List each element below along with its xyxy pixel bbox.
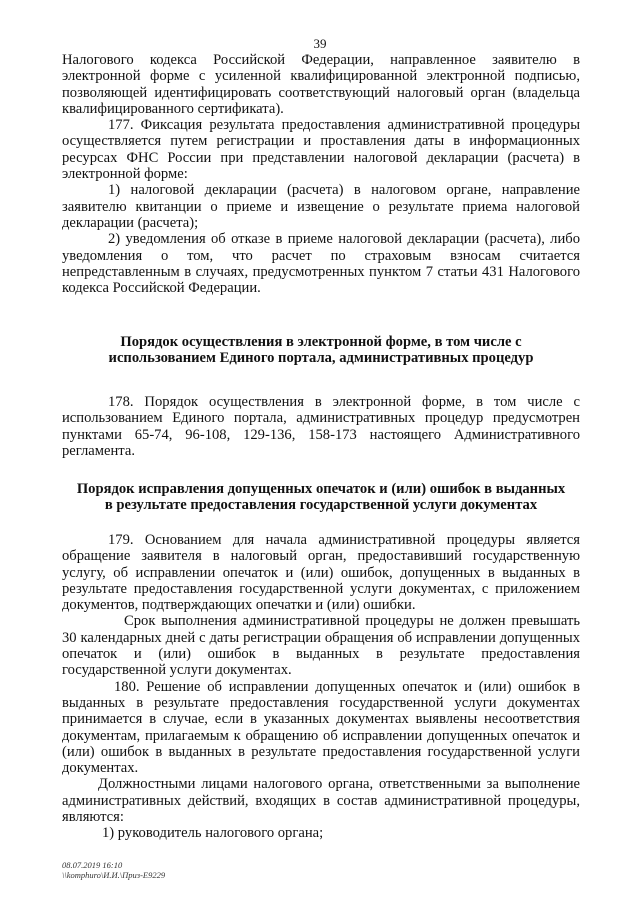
paragraph-177-item-1: 1) налоговой декларации (расчета) в налоговом органе, направление заявителю квитанции о приеме и извещение о результате приема налоговой декларации (расчета); [62, 182, 580, 231]
heading-electronic-line-2: использованием Единого портала, административных процедур [108, 350, 534, 367]
document-body [62, 52, 580, 296]
heading-corrections-line-2: в результате предоставления государственной услуги документах [104, 497, 538, 514]
footer-file-path: \\komphuro\И.И.\Приз-Е9229 [62, 870, 166, 880]
corrections-body [62, 532, 580, 842]
paragraph-officials: Должностными лицами налогового органа, ответственными за выполнение административных действий, входящих в состав административной процедуры, являются: [62, 776, 580, 826]
paragraph-continuation: Налогового кодекса Российской Федерации, направленное заявителю в электронной форме с усиленной квалифицированной электронной подписью, позволяющей идентифицировать соответствующий налоговый орган (владельца квалифицированного сертификата). [62, 52, 580, 117]
paragraph-177: 177. Фиксация результата предоставления административной процедуры осуществляется путем регистрации и проставления даты в информационных ресурсах ФНС России при представлении налоговой декларации (расчета) в электронной форме: [62, 117, 580, 183]
heading-corrections-line-1: Порядок исправления допущенных опечаток и (или) ошибок в выданных [76, 481, 566, 497]
paragraph-178: 178. Порядок осуществления в электронной форме, в том числе с использованием Единого портала, административных процедур предусмотрен пунктами 65-74, 96-108, 129-136, 158-173 настоящего Административного регламента. [62, 394, 580, 459]
paragraph-180: 180. Решение об исправлении допущенных опечаток и (или) ошибок в выданных в результате предоставления государственной услуги документах принимается в случае, если в указанных документах выявлены несоответствия документам, прилагаемым к обращению об исправлении допущенных опечаток и (или) ошибок в выданных в результате предоставления государственной услуги документах. [62, 678, 580, 777]
section-heading-electronic [62, 334, 580, 367]
page-number: 39 [313, 36, 327, 51]
section-heading-corrections [58, 481, 584, 514]
paragraph-179-term: Срок выполнения административной процедуры не должен превышать 30 календарных дней с даты регистрации обращения об исправлении допущенных опечаток и (или) ошибок в выданных в результате предоставления государственной услуги документах. [62, 613, 580, 679]
paragraph-177-item-2: 2) уведомления об отказе в приеме налоговой декларации (расчета), либо уведомления о том, что расчет по страховым взносам считается непредставленным в случаях, предусмотренных пунктом 7 статьи 431 Налогового кодекса Российской Федерации. [62, 231, 580, 297]
footer-timestamp: 08.07.2019 16:10 [62, 860, 123, 870]
paragraph-officials-item-1: 1) руководитель налогового органа; [102, 825, 324, 842]
heading-electronic-line-1: Порядок осуществления в электронной форме, в том числе с [120, 334, 522, 350]
document-footer [62, 860, 165, 880]
paragraph-179: 179. Основанием для начала административной процедуры является обращение заявителя в налоговый орган, предоставивший государственную услугу, об исправлении опечаток и (или) ошибок, допущенных в выданных в результате предоставления государственной услуги документах, с приложением документов, подтверждающих опечатки и (или) ошибки. [62, 532, 580, 614]
paragraph-178-block [62, 394, 580, 459]
